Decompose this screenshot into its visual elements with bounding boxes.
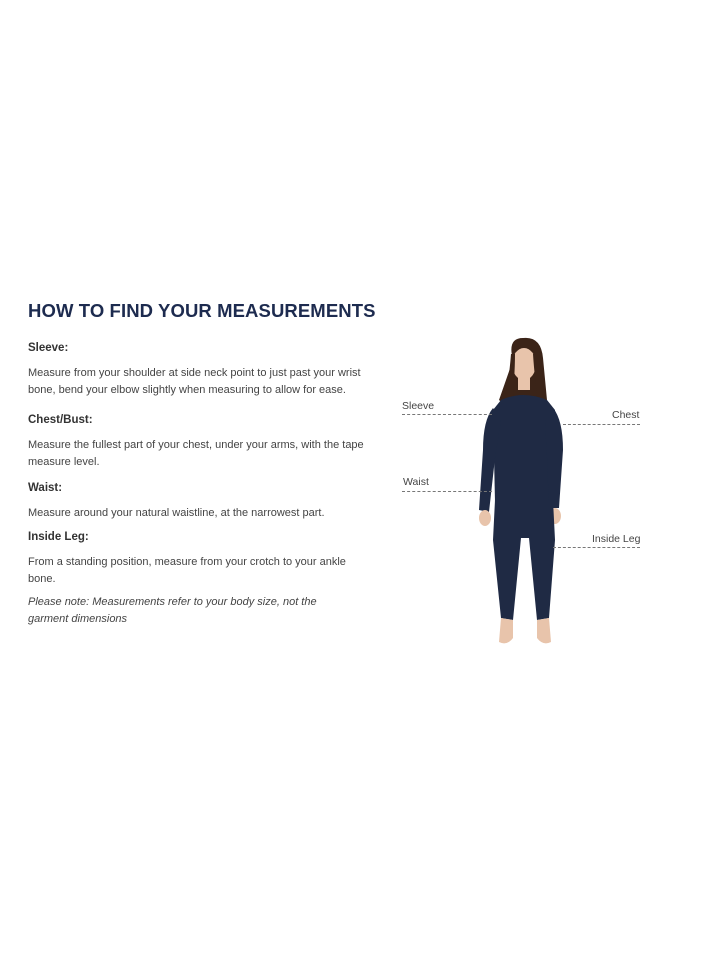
measurement-instructions: [28, 337, 373, 628]
inside-leg-label: Inside Leg: [592, 533, 641, 545]
waist-label: Waist: [403, 476, 429, 488]
chest-heading: Chest/Bust:: [28, 414, 93, 426]
sleeve-guide-line: [402, 414, 492, 415]
inside-leg-heading: Inside Leg:: [28, 531, 89, 543]
chest-guide-line: [563, 424, 640, 425]
inside-leg-guide-line: [553, 547, 640, 548]
inside-leg-text: From a standing position, measure from your crotch to your ankle bone.: [28, 556, 346, 585]
size-note: Please note: Measurements refer to your body size, not the garment dimensions: [28, 596, 317, 625]
sleeve-text: Measure from your shoulder at side neck point to just past your wrist bone, bend your elbow slightly when measuring to allow for ease.: [28, 367, 361, 396]
measurement-diagram: [395, 330, 655, 660]
waist-guide-line: [402, 491, 492, 492]
waist-text: Measure around your natural waistline, at the narrowest part.: [28, 507, 325, 519]
sleeve-label: Sleeve: [402, 400, 435, 412]
sleeve-heading: Sleeve:: [28, 342, 69, 354]
chest-label: Chest: [612, 409, 640, 421]
model-figure-image: [395, 330, 655, 660]
chest-text: Measure the fullest part of your chest, under your arms, with the tape measure level.: [28, 439, 364, 468]
page-title: HOW TO FIND YOUR MEASUREMENTS: [28, 300, 376, 321]
waist-heading: Waist:: [28, 482, 63, 494]
